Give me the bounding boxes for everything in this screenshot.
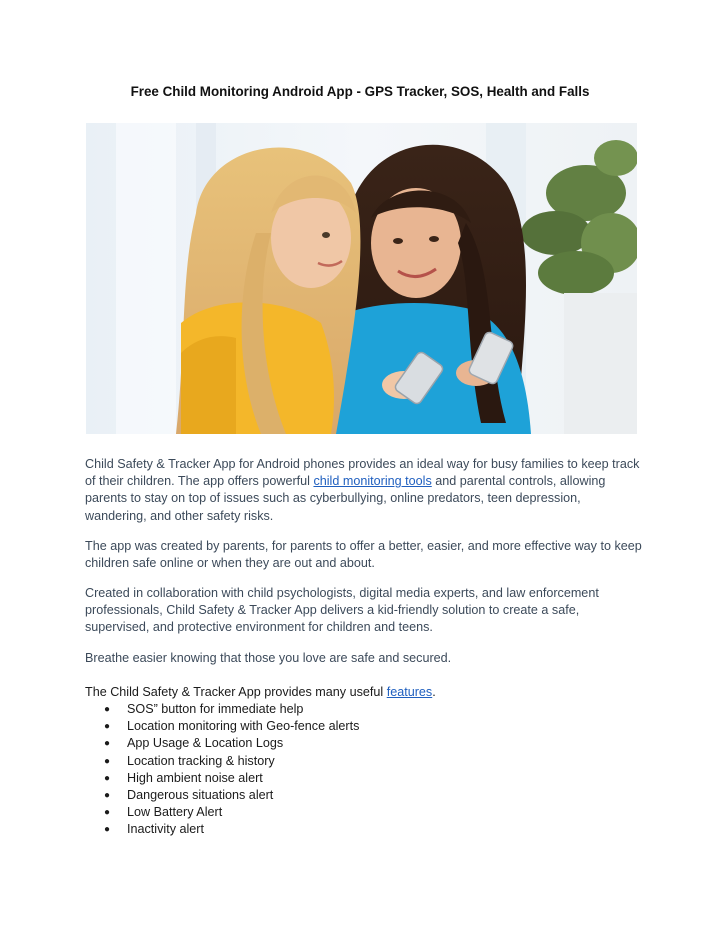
intro-paragraph (85, 456, 645, 525)
bullet-icon: ● (104, 755, 111, 767)
list-item (104, 753, 359, 770)
intro-text-end: and parental controls, allowing parents to stay on top of issues such as cyberbullying, online predators, teen depression, wandering, and other safety risks. (85, 474, 606, 523)
feature-label: Low Battery Alert (127, 805, 223, 820)
page-title: Free Child Monitoring Android App - GPS Tracker, SOS, Health and Falls (130, 84, 590, 99)
breathe-easier-paragraph: Breathe easier knowing that those you love are safe and secured. (85, 651, 452, 665)
feature-label: Location monitoring with Geo-fence alerts (127, 719, 360, 734)
features-intro-text: The Child Safety & Tracker App provides many useful (85, 685, 387, 699)
feature-label: High ambient noise alert (127, 770, 263, 785)
list-item (104, 804, 359, 821)
list-item (104, 701, 359, 718)
list-item (104, 718, 359, 735)
features-link[interactable]: features (386, 685, 433, 699)
two-girls-with-phones-illustration (86, 123, 637, 434)
feature-label: SOS” button for immediate help (127, 702, 304, 716)
bullet-icon: ● (104, 721, 111, 733)
feature-label: Dangerous situations alert (127, 788, 274, 803)
feature-label: App Usage & Location Logs (127, 736, 284, 751)
list-item (104, 770, 359, 787)
list-item (104, 821, 359, 838)
bullet-icon: ● (104, 824, 111, 836)
hero-photo (86, 123, 637, 434)
feature-label: Location tracking & history (127, 753, 275, 768)
bullet-icon: ● (104, 790, 111, 802)
feature-label: Inactivity alert (127, 822, 204, 837)
list-item (104, 787, 359, 804)
list-item (104, 735, 359, 752)
features-intro-period: . (432, 685, 436, 699)
features-list (104, 701, 359, 839)
bullet-icon: ● (104, 772, 111, 784)
collaboration-paragraph: Created in collaboration with child psychologists, digital media experts, and law enforcement professionals, Child Safety & Tracker App delivers a kid-friendly solution to create a safe, supervised, and protective environment for children and teens. (85, 586, 599, 635)
created-by-parents-paragraph: The app was created by parents, for parents to offer a better, easier, and more effective way to keep children safe online or when they are out and about. (85, 539, 642, 571)
bullet-icon: ● (104, 738, 111, 750)
intro-text-start: Child Safety & Tracker App for Android phones provides an ideal way for busy families to keep track of their children. The app offers powerful (85, 457, 640, 489)
bullet-icon: ● (104, 704, 111, 715)
bullet-icon: ● (104, 807, 111, 819)
child-monitoring-tools-link[interactable]: child monitoring tools (313, 474, 432, 489)
features-intro-paragraph (85, 684, 645, 701)
